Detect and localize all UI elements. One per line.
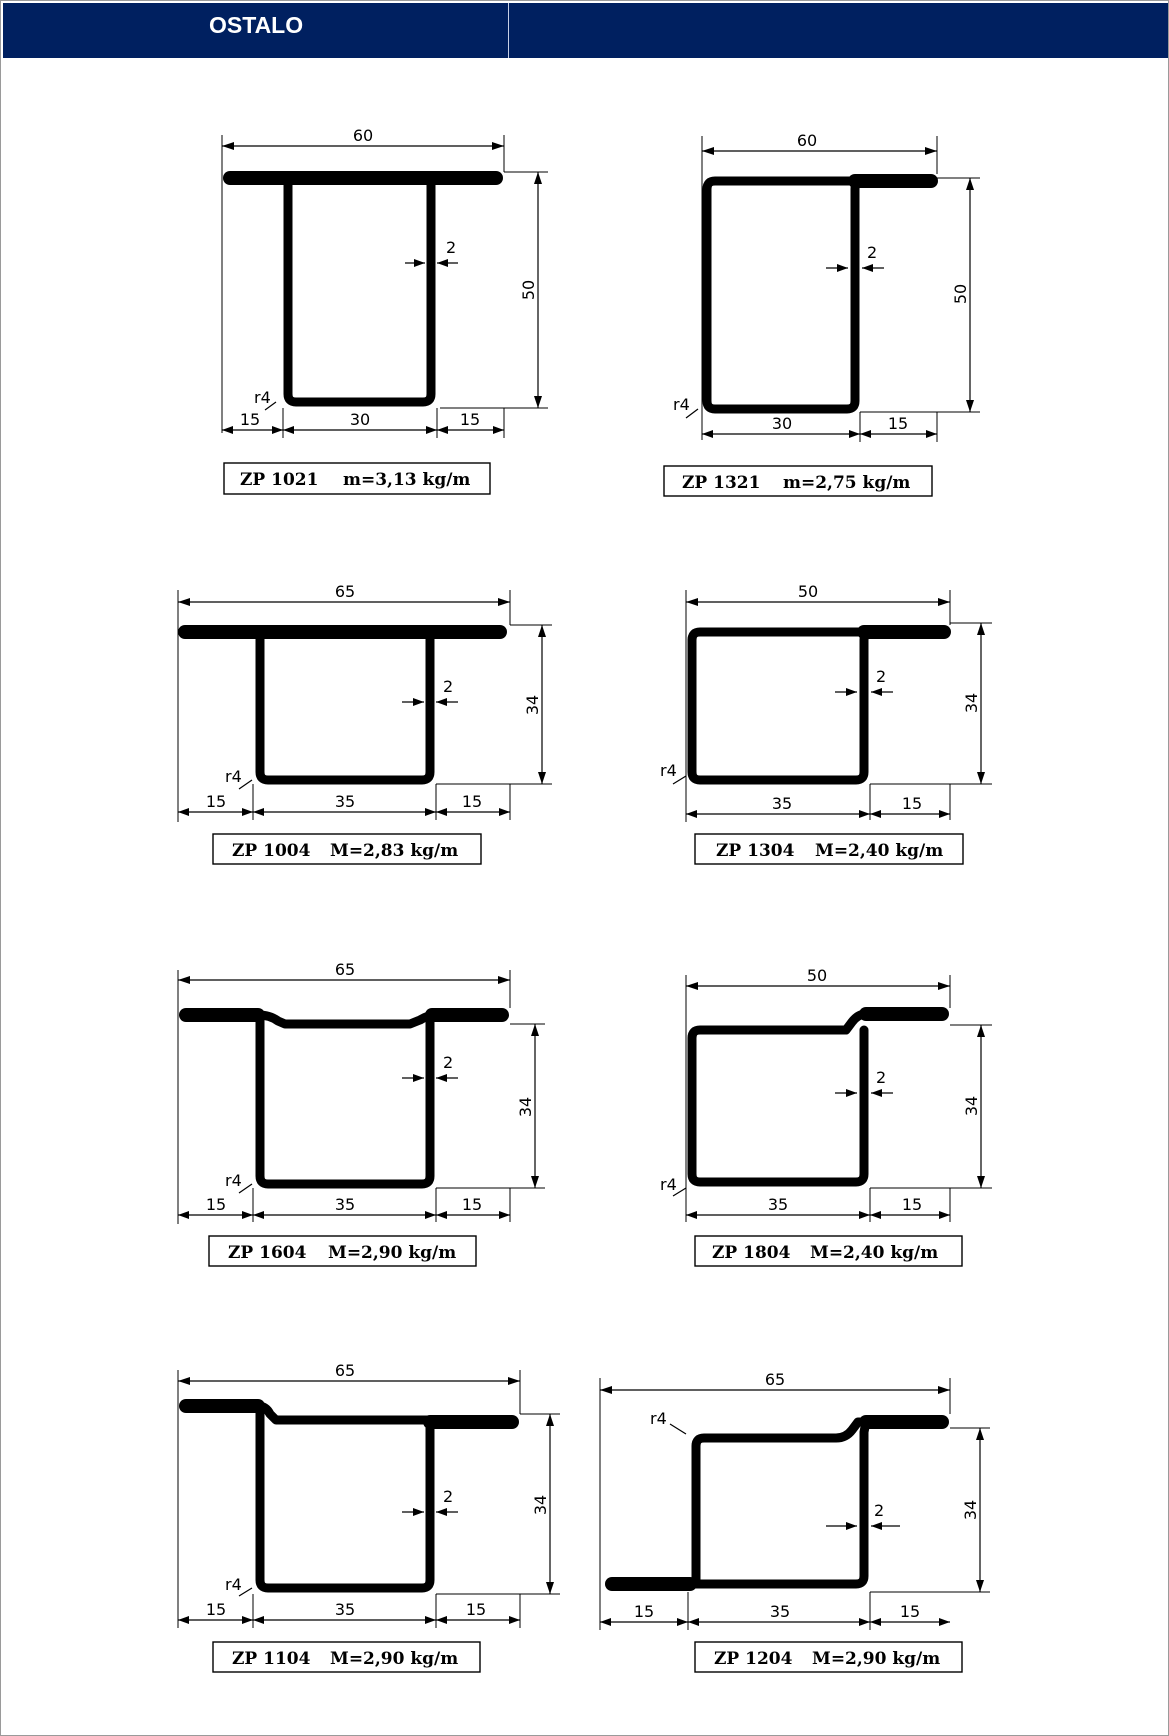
- dim-right: 15: [461, 792, 483, 811]
- dim-left: 15: [239, 410, 261, 429]
- dim-middle: 35: [334, 792, 356, 811]
- dim-right: 15: [461, 1195, 483, 1214]
- dim-width: 50: [797, 582, 819, 601]
- dim-middle: 30: [349, 410, 371, 429]
- profile-code: ZP 1604: [228, 1243, 307, 1263]
- profile-zp1204: [600, 1370, 990, 1672]
- dim-thickness: 2: [876, 1068, 887, 1087]
- profile-mass: m=3,13 kg/m: [343, 470, 471, 490]
- dim-left: 15: [205, 792, 227, 811]
- profile-zp1321: [664, 131, 980, 496]
- dim-thickness: 2: [443, 677, 454, 696]
- dim-radius: r4: [225, 1171, 242, 1190]
- dim-radius: r4: [225, 1575, 242, 1594]
- profile-outline: [692, 632, 942, 780]
- profile-mass: m=2,75 kg/m: [783, 473, 911, 493]
- profile-outline: [258, 1406, 430, 1420]
- dim-width: 65: [764, 1370, 786, 1389]
- dim-radius: r4: [650, 1409, 667, 1428]
- profile-mass: M=2,40 kg/m: [810, 1243, 939, 1263]
- profile-code: ZP 1321: [682, 473, 761, 493]
- profile-zp1104: [178, 1361, 560, 1672]
- profile-outline: [288, 178, 431, 402]
- dim-thickness: 2: [443, 1487, 454, 1506]
- profile-code: ZP 1304: [716, 841, 795, 861]
- dim-radius: r4: [660, 1175, 677, 1194]
- dim-right: 15: [901, 1195, 923, 1214]
- profile-outline: [260, 1412, 430, 1588]
- dim-radius: r4: [254, 388, 271, 407]
- dim-height: 34: [962, 1095, 981, 1117]
- profile-outline: [696, 1422, 868, 1584]
- dim-radius: r4: [673, 395, 690, 414]
- profile-code: ZP 1804: [712, 1243, 791, 1263]
- profile-code: ZP 1004: [232, 841, 311, 861]
- profile-outline: [260, 1020, 430, 1184]
- dim-height: 34: [961, 1499, 980, 1521]
- dim-thickness: 2: [874, 1501, 885, 1520]
- dim-left: 15: [205, 1600, 227, 1619]
- dim-right: 15: [465, 1600, 487, 1619]
- dim-width: 65: [334, 1361, 356, 1380]
- dim-middle: 35: [767, 1195, 789, 1214]
- dim-middle: 35: [769, 1602, 791, 1621]
- dim-right: 15: [901, 794, 923, 813]
- dim-left: 15: [633, 1602, 655, 1621]
- dim-middle: 35: [771, 794, 793, 813]
- dim-radius: r4: [225, 767, 242, 786]
- dim-width: 60: [796, 131, 818, 150]
- dim-right: 15: [887, 414, 909, 433]
- dim-thickness: 2: [876, 667, 887, 686]
- profile-mass: M=2,90 kg/m: [812, 1649, 941, 1669]
- page-title: OSTALO: [209, 12, 304, 38]
- profile-outline: [692, 1014, 866, 1182]
- dim-thickness: 2: [446, 238, 457, 257]
- profile-code: ZP 1104: [232, 1649, 311, 1669]
- profile-mass: M=2,40 kg/m: [815, 841, 944, 861]
- profile-code: ZP 1021: [240, 470, 319, 490]
- dim-radius: r4: [660, 761, 677, 780]
- profile-code: ZP 1204: [714, 1649, 793, 1669]
- dim-width: 60: [352, 126, 374, 145]
- profile-zp1004: [178, 582, 552, 864]
- dim-height: 34: [516, 1096, 535, 1118]
- dim-thickness: 2: [867, 243, 878, 262]
- profile-mass: M=2,90 kg/m: [328, 1243, 457, 1263]
- profile-mass: M=2,83 kg/m: [330, 841, 459, 861]
- dim-thickness: 2: [443, 1053, 454, 1072]
- dim-right: 15: [459, 410, 481, 429]
- profile-outline: [707, 181, 928, 409]
- profile-outline: [690, 1422, 866, 1584]
- profile-zp1021: [222, 126, 548, 494]
- dim-middle: 35: [334, 1600, 356, 1619]
- dim-middle: 35: [334, 1195, 356, 1214]
- dim-height: 34: [962, 692, 981, 714]
- dim-height: 50: [951, 283, 970, 305]
- profile-zp1304: [660, 582, 992, 864]
- profile-zp1604: [178, 960, 545, 1266]
- dim-height: 50: [519, 279, 538, 301]
- dim-width: 65: [334, 960, 356, 979]
- dim-width: 65: [334, 582, 356, 601]
- dim-height: 34: [531, 1494, 550, 1516]
- profile-outline: [258, 1015, 436, 1024]
- dim-middle: 30: [771, 414, 793, 433]
- profile-outline: [260, 632, 430, 780]
- dim-left: 15: [205, 1195, 227, 1214]
- dim-height: 34: [523, 694, 542, 716]
- dim-width: 50: [806, 966, 828, 985]
- dim-right: 15: [899, 1602, 921, 1621]
- profile-mass: M=2,90 kg/m: [330, 1649, 459, 1669]
- profile-zp1804: [660, 966, 992, 1266]
